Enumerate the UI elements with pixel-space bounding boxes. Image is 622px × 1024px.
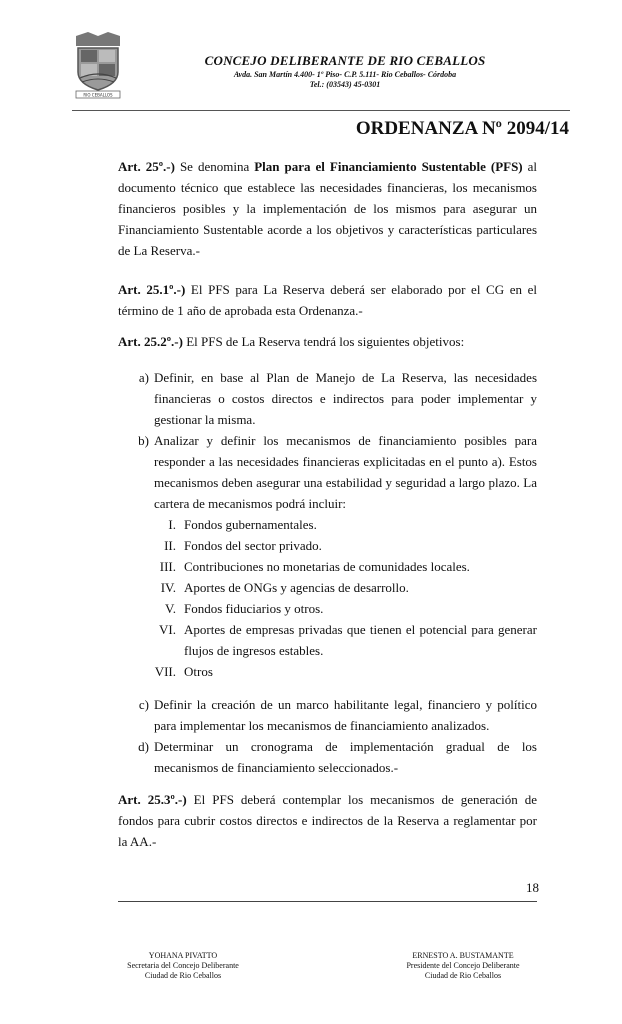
council-phone: Tel.: (03543) 45-0301 (309, 80, 381, 89)
header-divider (72, 110, 570, 111)
article-25-label: Art. 25º.-) (118, 159, 175, 174)
objectives-list (118, 367, 537, 778)
article-25-3-label: Art. 25.3º.-) (118, 792, 187, 807)
list-item-text: Analizar y definir los mecanismos de financiamiento posibles para responder a las necesidades financieras explicitadas en el punto a). Estos mecanismos deben asegurar una estabilidad y seguridad a largo plazo. La cartera de mecanismos podrá incluir: (154, 433, 537, 511)
article-25-1-body: El PFS para La Reserva deberá ser elaborado por el CG en el término de 1 año de aprobada esta Ordenanza.- (118, 282, 537, 318)
sublist-item (118, 619, 537, 661)
sublist-item (118, 661, 537, 682)
list-item (118, 736, 537, 778)
roman-marker: II. (164, 538, 176, 553)
article-25 (118, 156, 537, 261)
sublist-item-text: Fondos fiduciarios y otros. (184, 601, 324, 616)
signature-block-secretary (83, 951, 283, 981)
sublist-item (118, 514, 537, 535)
sublist-item (118, 535, 537, 556)
page-number: 18 (526, 880, 539, 895)
mechanisms-sublist (118, 514, 537, 682)
roman-marker: V. (165, 601, 176, 616)
article-25-3-body: El PFS deberá contemplar los mecanismos de generación de fondos para cubrir costos directos e indirectos de la Reserva a reglamentar por la AA.- (118, 792, 537, 849)
list-item-text: Determinar un cronograma de implementación gradual de los mecanismos de financiamiento seleccionados.- (154, 739, 537, 775)
roman-marker: III. (159, 559, 176, 574)
council-title: CONCEJO DELIBERANTE DE RIO CEBALLOS (204, 53, 486, 68)
article-25-body: al documento técnico que establece las necesidades financieras, los mecanismos financieros posibles y la implementación de los mismos para asegurar un Financiamiento Sustentable acorde a los objetivos y características particulares de La Reserva.- (118, 159, 538, 258)
roman-marker: VI. (159, 622, 176, 637)
sublist-item (118, 577, 537, 598)
sublist-item (118, 556, 537, 577)
sublist-item-text: Aportes de empresas privadas que tienen el potencial para generar flujos de ingresos estables. (184, 622, 537, 658)
article-25-1-label: Art. 25.1º.-) (118, 282, 186, 297)
signatory-place: Ciudad de Rio Ceballos (424, 971, 502, 980)
article-25-intro: Se denomina (174, 159, 255, 174)
list-item (118, 430, 537, 514)
roman-marker: IV. (160, 580, 176, 595)
sublist-item-text: Aportes de ONGs y agencias de desarrollo. (184, 580, 409, 595)
municipal-crest-logo (72, 32, 124, 100)
sublist-item-text: Otros (184, 664, 213, 679)
list-item (118, 694, 537, 736)
sublist-item-text: Fondos del sector privado. (184, 538, 322, 553)
signatory-role: Secretaria del Concejo Deliberante (127, 961, 239, 970)
list-marker: d) (138, 739, 149, 754)
signature-block-president (363, 951, 563, 981)
list-marker: a) (138, 370, 149, 385)
footer-divider (118, 901, 537, 902)
article-25-2 (118, 331, 537, 352)
signatory-role: Presidente del Concejo Deliberante (406, 961, 520, 970)
list-marker: c) (138, 697, 149, 712)
council-address: Avda. San Martín 4.400- 1º Piso- C.P. 5.111- Rio Ceballos- Córdoba (233, 70, 457, 79)
list-item-text: Definir la creación de un marco habilitante legal, financiero y político para implementar los mecanismos de financiamiento analizados. (154, 697, 537, 733)
roman-marker: I. (168, 517, 176, 532)
article-25-3 (118, 789, 537, 852)
article-25-1 (118, 279, 537, 321)
sublist-item-text: Fondos gubernamentales. (184, 517, 317, 532)
list-item (118, 367, 537, 430)
article-25-2-body: El PFS de La Reserva tendrá los siguientes objetivos: (182, 334, 465, 349)
signatory-name: YOHANA PIVATTO (148, 951, 218, 960)
signatory-name: ERNESTO A. BUSTAMANTE (412, 951, 514, 960)
ordinance-title: ORDENANZA Nº 2094/14 (355, 118, 569, 139)
svg-text:RIO CEBALLOS: RIO CEBALLOS (83, 92, 113, 98)
roman-marker: VII. (154, 664, 176, 679)
list-marker: b) (138, 433, 149, 448)
sublist-item (118, 598, 537, 619)
list-item-text: Definir, en base al Plan de Manejo de La Reserva, las necesidades financieras o costos directos e indirectos para poder implementar y gestionar la misma. (154, 370, 537, 427)
article-25-2-label: Art. 25.2º.-) (118, 334, 183, 349)
sublist-item-text: Contribuciones no monetarias de comunidades locales. (184, 559, 470, 574)
article-25-defined-term: Plan para el Financiamiento Sustentable (PFS) (254, 159, 523, 174)
signatory-place: Ciudad de Rio Ceballos (144, 971, 222, 980)
